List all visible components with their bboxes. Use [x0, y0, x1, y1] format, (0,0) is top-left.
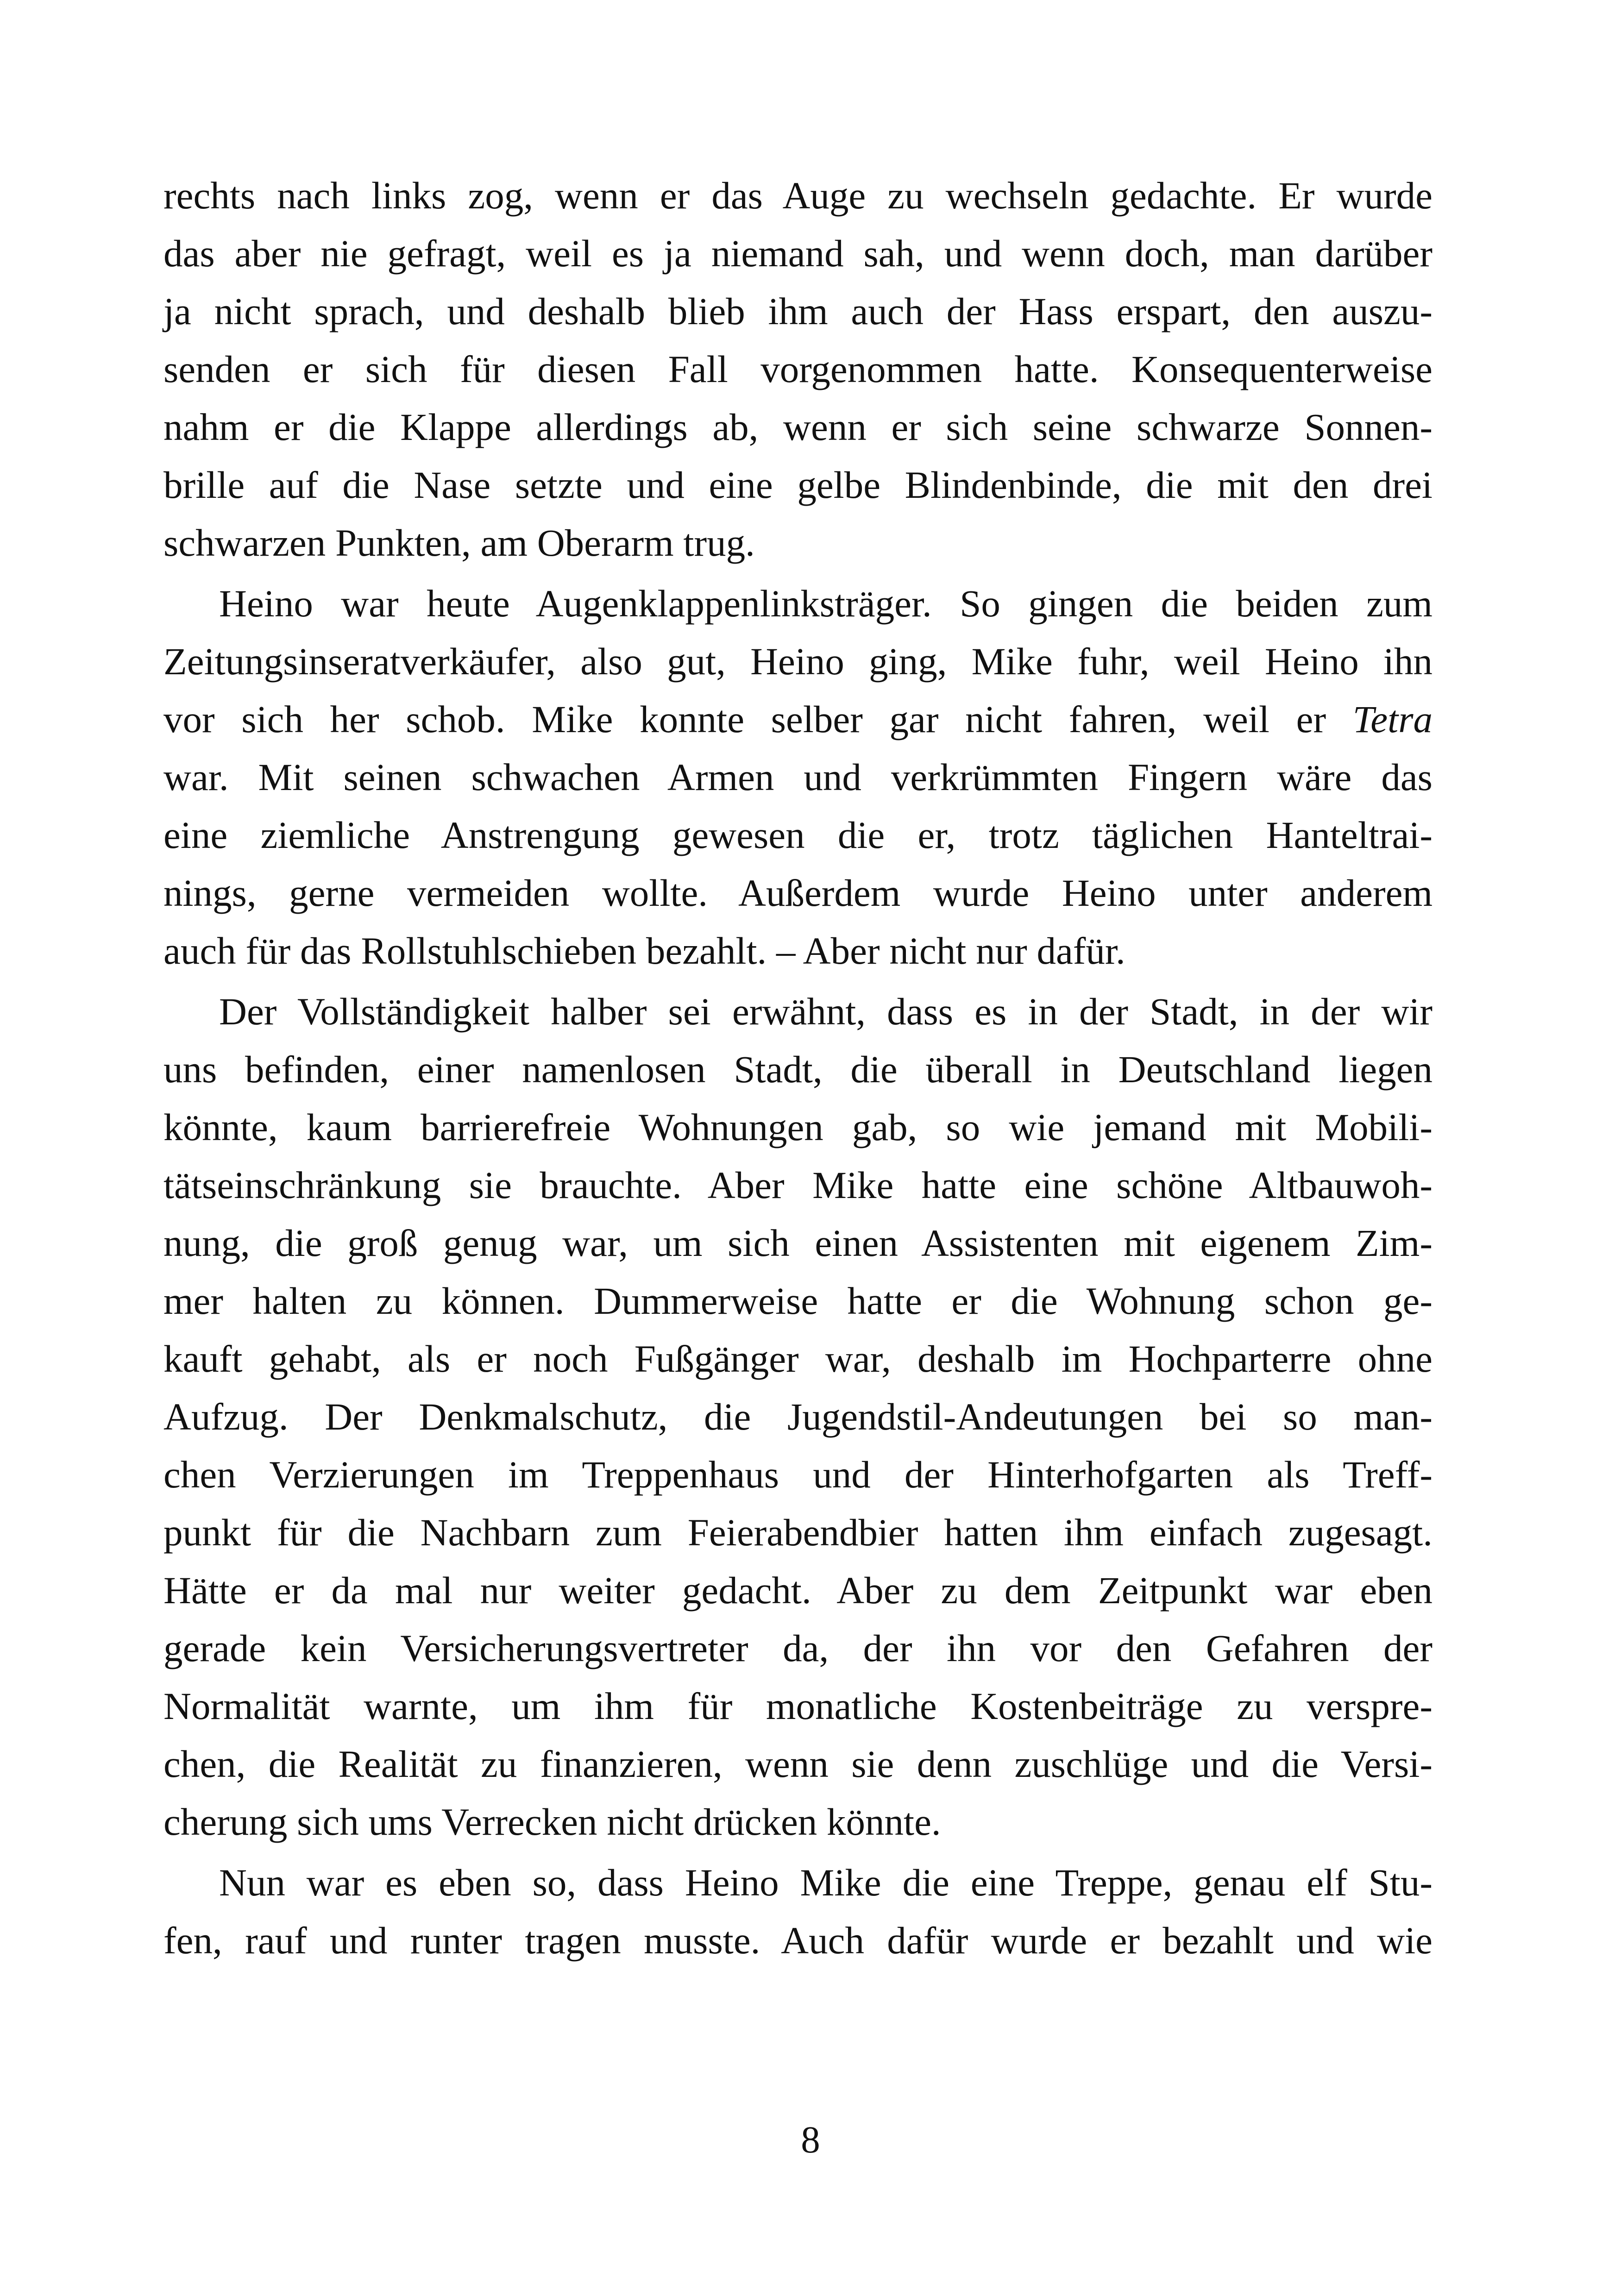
- text-line: vor sich her schob. Mike konnte selber gar nicht fahren, weil er Tetra: [163, 698, 1433, 740]
- page-text: [163, 167, 1433, 2019]
- page-number: 8: [801, 2118, 820, 2161]
- text-line: chen Verzierungen im Treppenhaus und der Hinterhofgarten als Treff-: [163, 1453, 1433, 1496]
- text-line: mer halten zu können. Dummerweise hatte er die Wohnung schon ge-: [163, 1280, 1433, 1322]
- text-line: Hätte er da mal nur weiter gedacht. Aber zu dem Zeitpunkt war eben: [163, 1569, 1433, 1612]
- text-line: cherung sich ums Verrecken nicht drücken könnte.: [163, 1800, 941, 1843]
- text-line: fen, rauf und runter tragen musste. Auch dafür wurde er bezahlt und wie: [163, 1919, 1433, 1962]
- text-line: nahm er die Klappe allerdings ab, wenn er sich seine schwarze Sonnen-: [163, 406, 1433, 448]
- text-line: Zeitungsinseratverkäufer, also gut, Heino ging, Mike fuhr, weil Heino ihn: [163, 640, 1433, 683]
- text-line: könnte, kaum barrierefreie Wohnungen gab, so wie jemand mit Mobili-: [163, 1106, 1433, 1148]
- paragraph-3: [163, 983, 1433, 1851]
- text-line: Normalität warnte, um ihm für monatliche Kostenbeiträge zu verspre-: [163, 1685, 1433, 1727]
- italic-word: Tetra: [1352, 698, 1433, 740]
- text-line: Heino war heute Augenklappenlinksträger. So gingen die beiden zum: [219, 582, 1433, 625]
- paragraph-4: [163, 1854, 1433, 1970]
- text-line: ja nicht sprach, und deshalb blieb ihm auch der Hass erspart, den auszu-: [163, 290, 1433, 332]
- text-line: chen, die Realität zu finanzieren, wenn sie denn zuschlüge und die Versi-: [163, 1743, 1433, 1785]
- text-line: punkt für die Nachbarn zum Feierabendbier hatten ihm einfach zugesagt.: [163, 1511, 1433, 1554]
- text-line: auch für das Rollstuhlschieben bezahlt. – Aber nicht nur dafür.: [163, 929, 1125, 972]
- text-line: senden er sich für diesen Fall vorgenommen hatte. Konsequenterweise: [163, 348, 1433, 390]
- text-line: nings, gerne vermeiden wollte. Außerdem wurde Heino unter anderem: [163, 872, 1433, 914]
- text-line: schwarzen Punkten, am Oberarm trug.: [163, 521, 755, 564]
- text-line: kauft gehabt, als er noch Fußgänger war, deshalb im Hochparterre ohne: [163, 1337, 1433, 1380]
- text-line: Nun war es eben so, dass Heino Mike die eine Treppe, genau elf Stu-: [219, 1861, 1433, 1904]
- text-line: rechts nach links zog, wenn er das Auge zu wechseln gedachte. Er wurde: [163, 174, 1433, 217]
- text-line: Aufzug. Der Denkmalschutz, die Jugendstil-Andeutungen bei so man-: [163, 1395, 1433, 1438]
- paragraph-2: [163, 575, 1433, 980]
- text-line: uns befinden, einer namenlosen Stadt, die überall in Deutschland liegen: [163, 1048, 1433, 1091]
- text-line: Der Vollständigkeit halber sei erwähnt, dass es in der Stadt, in der wir: [219, 990, 1433, 1033]
- text-line: tätseinschränkung sie brauchte. Aber Mike hatte eine schöne Altbauwoh-: [163, 1164, 1433, 1206]
- text-line: das aber nie gefragt, weil es ja niemand sah, und wenn doch, man darüber: [163, 232, 1433, 275]
- text-line: nung, die groß genug war, um sich einen Assistenten mit eigenem Zim-: [163, 1222, 1433, 1264]
- text-line: gerade kein Versicherungsvertreter da, der ihn vor den Gefahren der: [163, 1627, 1433, 1669]
- paragraph-1: [163, 167, 1433, 572]
- text-line: eine ziemliche Anstrengung gewesen die er, trotz täglichen Hanteltrai-: [163, 814, 1433, 856]
- text-line: brille auf die Nase setzte und eine gelbe Blindenbinde, die mit den drei: [163, 464, 1433, 506]
- text-line: war. Mit seinen schwachen Armen und verkrümmten Fingern wäre das: [163, 756, 1433, 798]
